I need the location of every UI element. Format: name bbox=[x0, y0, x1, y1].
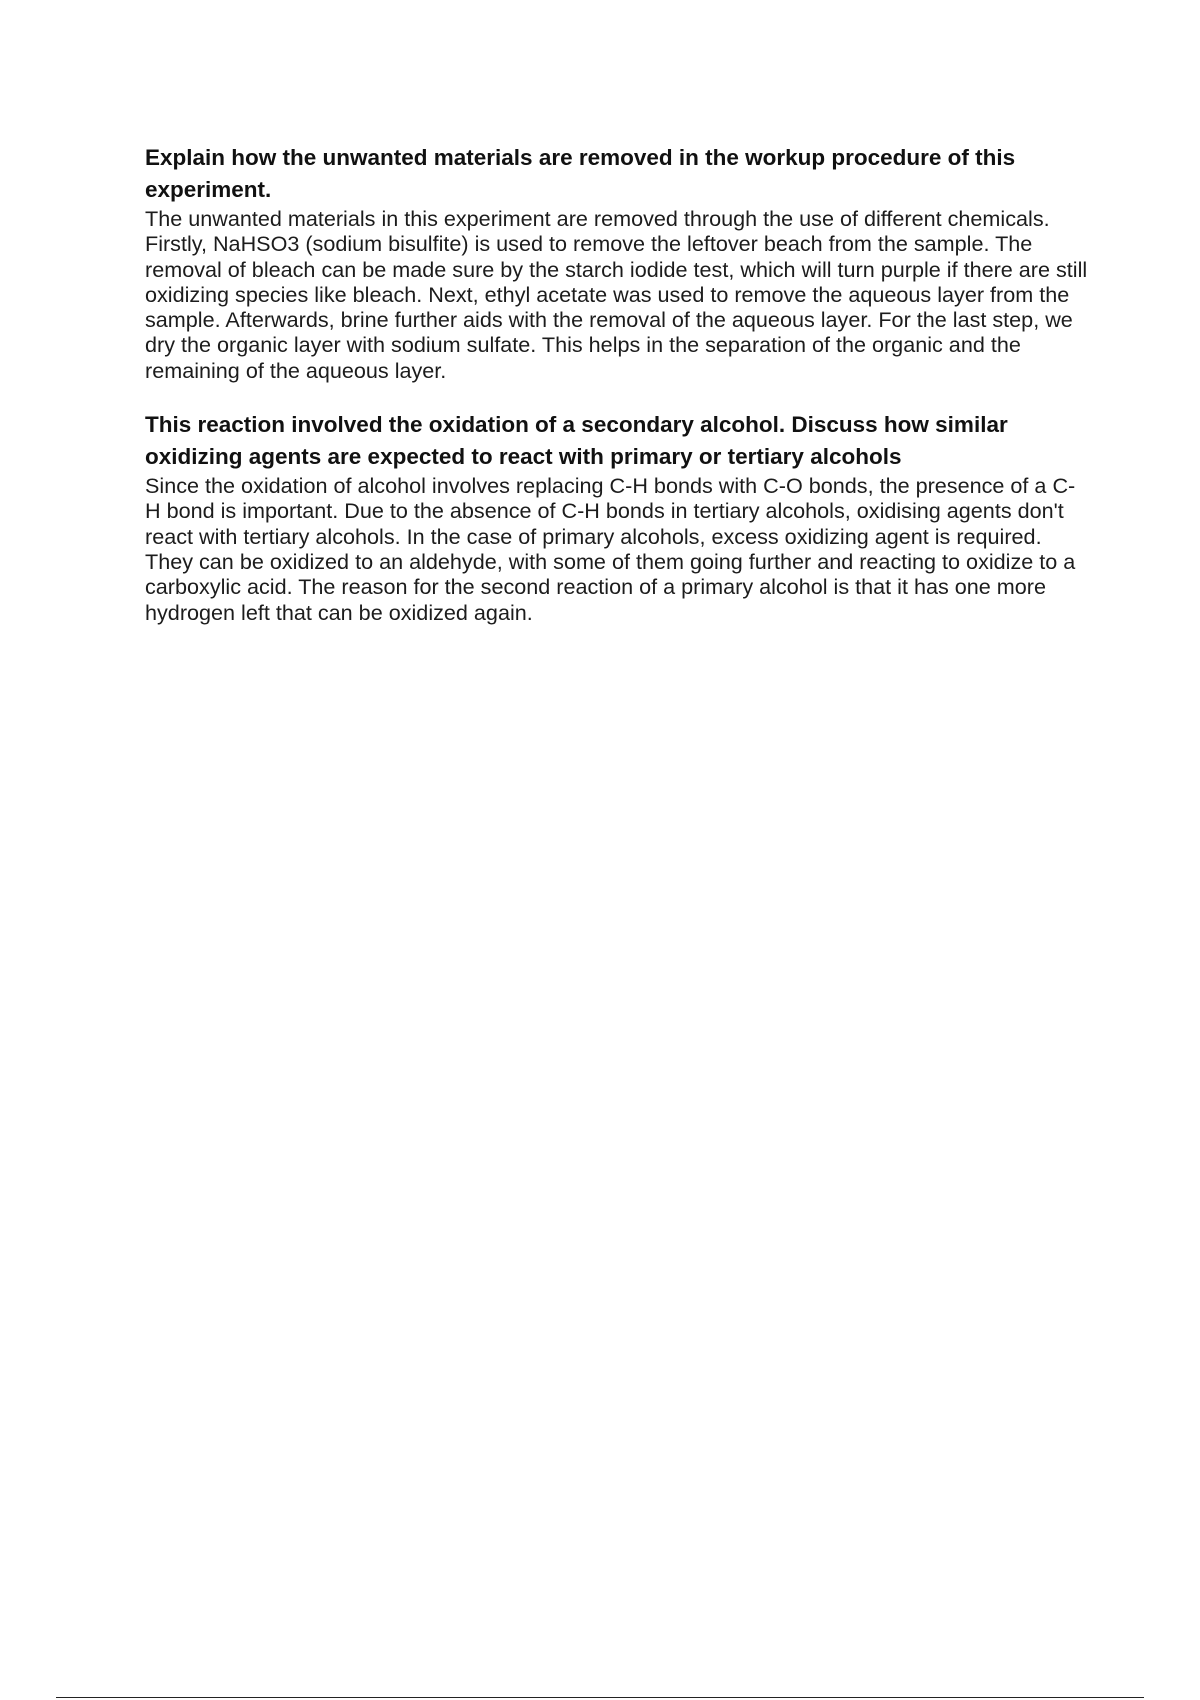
question-section-1 bbox=[145, 142, 1090, 383]
answer-paragraph: Since the oxidation of alcohol involves replacing C-H bonds with C-O bonds, the presence of a C-H bond is important. Due to the absence of C-H bonds in tertiary alcohols, oxidising agents don't react with tertiary alcohols. In the case of primary alcohols, excess oxidizing agent is required. They can be oxidized to an aldehyde, with some of them going further and reacting to oxidize to a carboxylic acid. The reason for the second reaction of a primary alcohol is that it has one more hydrogen left that can be oxidized again. bbox=[145, 473, 1076, 625]
question-heading: Explain how the unwanted materials are removed in the workup procedure of this experiment. bbox=[145, 145, 1016, 202]
footer-divider bbox=[56, 1697, 1144, 1698]
answer-paragraph: The unwanted materials in this experiment are removed through the use of different chemicals. Firstly, NaHSO3 (sodium bisulfite) is used to remove the leftover beach from the sample. The removal of bleach can be made sure by the starch iodide test, which will turn purple if there are still oxidizing species like bleach. Next, ethyl acetate was used to remove the aqueous layer from the sample. Afterwards, brine further aids with the removal of the aqueous layer. For the last step, we dry the organic layer with sodium sulfate. This helps in the separation of the organic and the remaining of the aqueous layer. bbox=[145, 206, 1088, 383]
question-heading: This reaction involved the oxidation of a secondary alcohol. Discuss how similar oxidizing agents are expected to react with primary or tertiary alcohols bbox=[145, 412, 1008, 470]
question-section-2 bbox=[145, 409, 1090, 625]
document-page bbox=[145, 142, 1090, 625]
